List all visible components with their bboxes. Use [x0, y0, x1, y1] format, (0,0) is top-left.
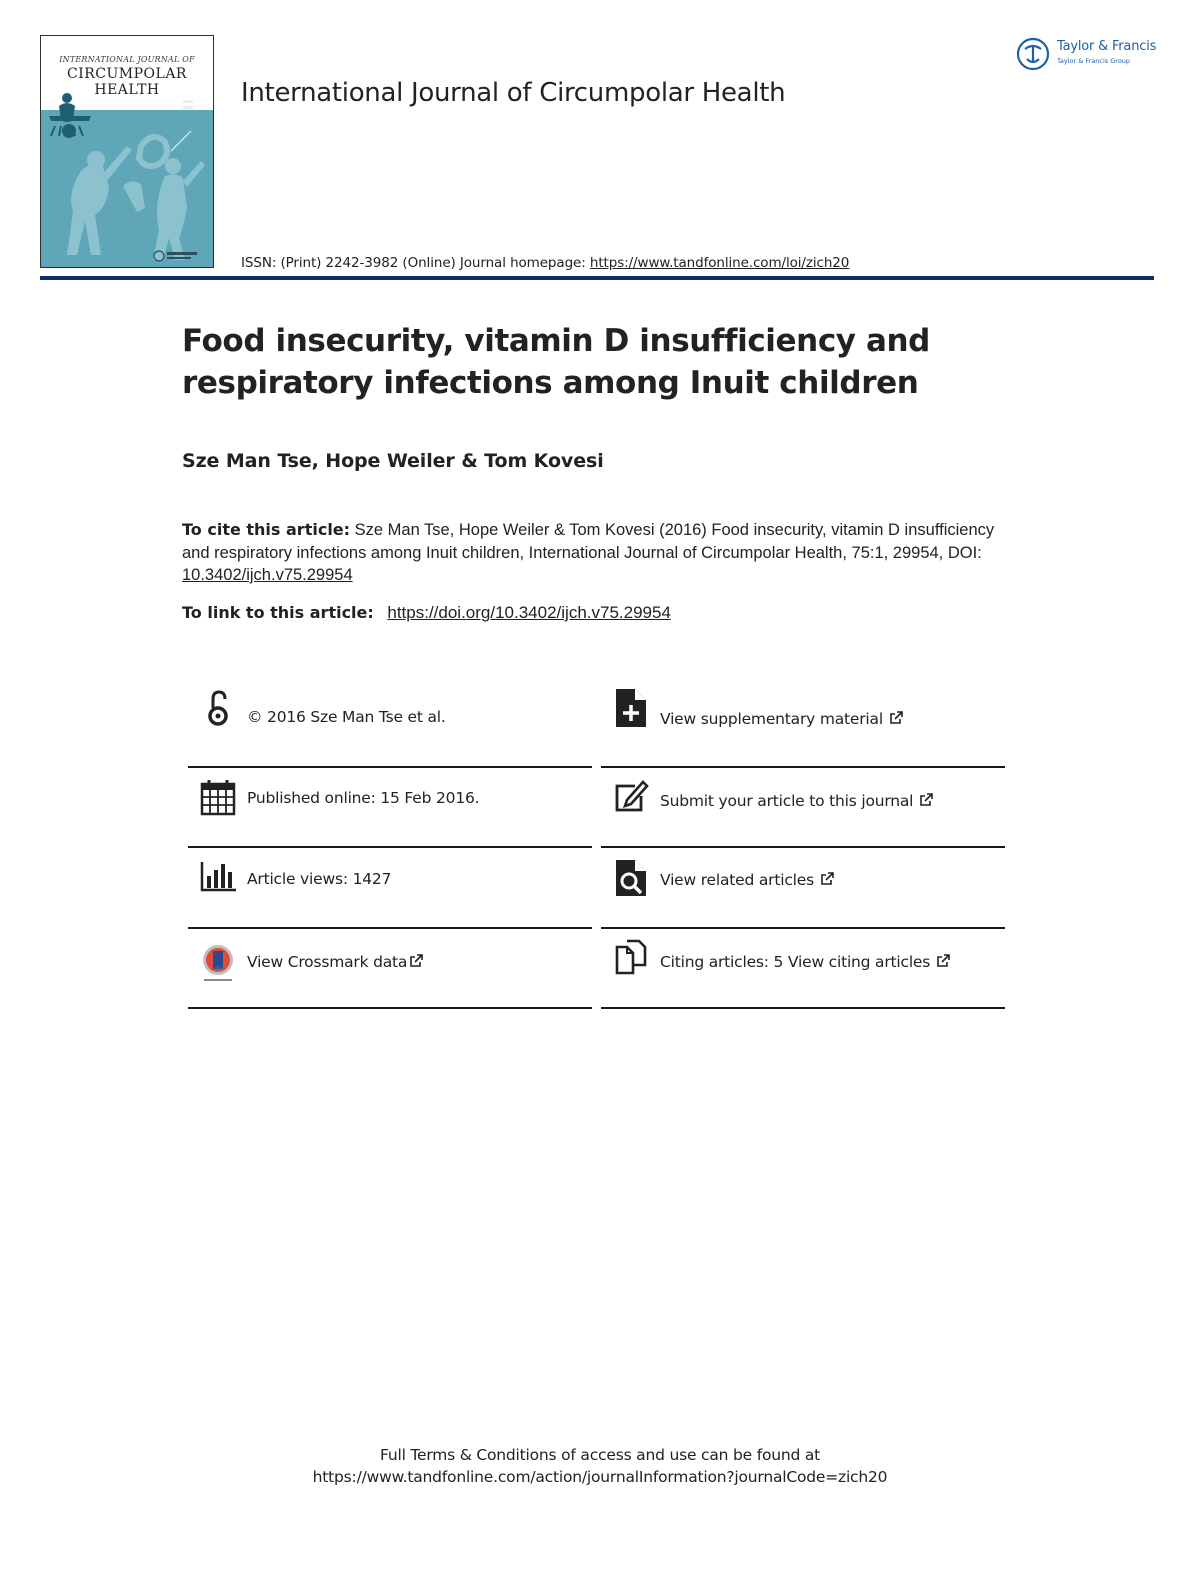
bar-chart-icon: [200, 860, 236, 900]
citing-label: Citing articles: 5 View citing articles: [660, 953, 931, 971]
related-link[interactable]: [660, 871, 834, 889]
related-label: View related articles: [660, 871, 814, 889]
journal-title: International Journal of Circumpolar Health: [241, 78, 786, 108]
cover-title-line1: INTERNATIONAL JOURNAL OF: [59, 55, 195, 64]
related-cell[interactable]: [601, 848, 1005, 928]
external-link-icon: [936, 954, 950, 968]
article-title: Food insecurity, vitamin D insufficiency and respiratory infections among Inuit children: [182, 323, 930, 401]
cover-title-line3: HEALTH: [94, 82, 160, 98]
published-text: Published online: 15 Feb 2016.: [247, 789, 480, 807]
copy-documents-icon: [613, 939, 649, 979]
copyright-text: © 2016 Sze Man Tse et al.: [247, 708, 446, 726]
crossmark-cell[interactable]: [188, 929, 592, 1009]
cover-title-line2: CIRCUMPOLAR: [67, 66, 187, 82]
journal-homepage-link[interactable]: https://www.tandfonline.com/loi/zich20: [589, 255, 850, 271]
publisher-sub: Taylor & Francis Group: [1057, 57, 1131, 65]
submit-label: Submit your article to this journal: [660, 792, 914, 810]
citing-link[interactable]: [660, 953, 950, 971]
add-file-icon: [613, 688, 649, 728]
grid-rule: [601, 846, 1005, 848]
link-label: To link to this article:: [182, 603, 380, 622]
submit-link[interactable]: [660, 792, 933, 810]
grid-rule: [601, 1007, 1005, 1009]
issn-text: ISSN: (Print) 2242-3982 (Online) Journal homepage:: [241, 255, 590, 271]
taylor-francis-icon: [1016, 37, 1052, 71]
published-cell: [188, 768, 592, 848]
submit-cell[interactable]: [601, 768, 1005, 848]
supplementary-link[interactable]: [660, 710, 903, 728]
external-link-icon: [889, 711, 903, 725]
supplementary-cell[interactable]: [601, 688, 1005, 768]
issn-line: [241, 255, 849, 271]
terms-footer: [0, 1444, 1200, 1488]
publisher-name: Taylor & Francis: [1057, 39, 1157, 54]
citation-block: [182, 519, 1012, 587]
header-rule: [40, 276, 1154, 280]
external-link-icon: [919, 793, 933, 807]
doi-link[interactable]: 10.3402/ijch.v75.29954: [182, 566, 353, 584]
cite-text: Sze Man Tse, Hope Weiler & Tom Kovesi (2016) Food insecurity, vitamin D insufficiency and respiratory infections among Inuit children, International Journal of Circumpolar Health, 75:1, 29954, DOI:: [182, 521, 995, 562]
citing-cell[interactable]: [601, 929, 1005, 1009]
search-document-icon: [613, 858, 649, 898]
terms-line: Full Terms & Conditions of access and use can be found at: [379, 1446, 821, 1464]
crossmark-label: View Crossmark data: [247, 953, 408, 971]
grid-rule: [188, 927, 592, 929]
grid-rule: [188, 766, 592, 768]
grid-rule: [601, 766, 1005, 768]
link-row: [182, 603, 671, 623]
grid-rule: [188, 1007, 592, 1009]
publisher-logo[interactable]: [1016, 37, 1158, 71]
open-access-icon: [200, 688, 236, 728]
terms-url[interactable]: https://www.tandfonline.com/action/journalInformation?journalCode=zich20: [312, 1468, 888, 1486]
edit-icon: [613, 778, 649, 818]
external-link-icon: [820, 872, 834, 886]
views-cell: [188, 848, 592, 928]
grid-rule: [601, 927, 1005, 929]
article-authors: Sze Man Tse, Hope Weiler & Tom Kovesi: [182, 450, 604, 472]
external-link-icon: [409, 954, 423, 968]
crossmark-icon: [200, 943, 236, 983]
journal-cover-image: [40, 35, 214, 268]
views-text: Article views: 1427: [247, 870, 392, 888]
article-url-link[interactable]: https://doi.org/10.3402/ijch.v75.29954: [387, 603, 671, 622]
crossmark-link[interactable]: [247, 953, 423, 971]
supplementary-label: View supplementary material: [660, 710, 883, 728]
calendar-icon: [200, 778, 236, 818]
cite-label: To cite this article:: [182, 520, 351, 539]
grid-rule: [188, 846, 592, 848]
copyright-cell: [188, 688, 592, 768]
